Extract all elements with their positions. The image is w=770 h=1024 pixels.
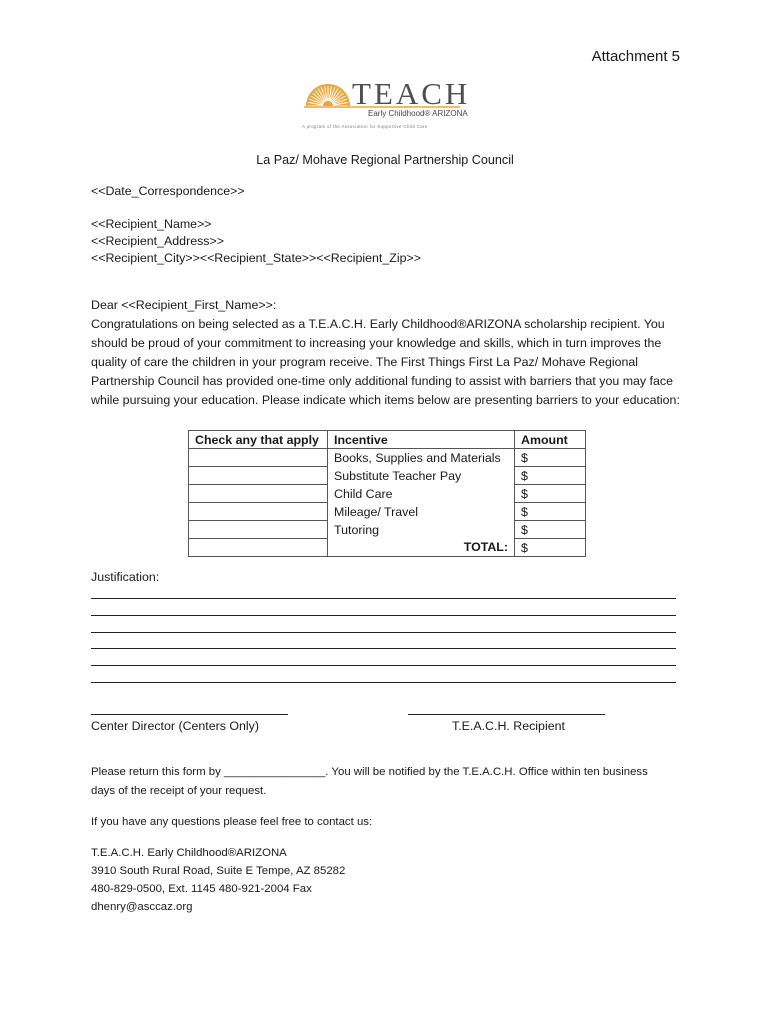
table-row	[189, 521, 586, 539]
check-cell-books[interactable]	[189, 449, 328, 467]
letter-body: Congratulations on being selected as a T.E.A.C.H. Early Childhood®ARIZONA scholarship recipient. You should be proud of your commitment to increasing your knowledge and skills, which in turn improves the quality of care the children in your program receive. The First Things First La Paz/ Mohave Regional Partnership Council has provided one-time only additional funding to assist with barriers that you may face while pursuing your education. Please indicate which items below are presenting barriers to your education:	[91, 317, 680, 407]
contact-address: 3910 South Rural Road, Suite E Tempe, AZ 85282	[91, 865, 346, 877]
table-row	[189, 503, 586, 521]
incentives-table	[188, 430, 586, 557]
table-row	[189, 449, 586, 467]
check-cell-childcare[interactable]	[189, 485, 328, 503]
council-title: La Paz/ Mohave Regional Partnership Council	[256, 153, 514, 167]
justification-label: Justification:	[91, 570, 160, 584]
incentive-cell: Child Care	[328, 485, 515, 503]
contact-org: T.E.A.C.H. Early Childhood®ARIZONA	[91, 847, 287, 859]
amount-cell[interactable]: $	[515, 485, 586, 503]
logo-subtitle: Early Childhood® ARIZONA	[368, 109, 468, 118]
contact-email[interactable]: dhenry@asccaz.org	[91, 901, 193, 913]
return-instructions-cont: days of the receipt of your request.	[91, 785, 267, 797]
table-total-row	[189, 539, 586, 557]
recipient-address: <<Recipient_Address>>	[91, 234, 224, 248]
return-instructions: Please return this form by ________________. You will be notified by the T.E.A.C.H. Office within ten business	[91, 766, 648, 778]
justification-line[interactable]	[91, 632, 676, 633]
amount-cell[interactable]: $	[515, 467, 586, 485]
justification-line[interactable]	[91, 615, 676, 616]
contact-phone: 480-829-0500, Ext. 1145 480-921-2004 Fax	[91, 883, 312, 895]
justification-line[interactable]	[91, 648, 676, 649]
header-incentive: Incentive	[328, 431, 515, 449]
incentive-cell: Tutoring	[328, 521, 515, 539]
table-row	[189, 485, 586, 503]
director-signature-line[interactable]	[91, 714, 288, 715]
recipient-signature-label: T.E.A.C.H. Recipient	[452, 719, 565, 733]
amount-cell[interactable]: $	[515, 503, 586, 521]
table-header-row	[189, 431, 586, 449]
header-check: Check any that apply	[189, 431, 328, 449]
logo-wordmark: TEACH	[352, 76, 471, 111]
total-label: TOTAL:	[328, 539, 515, 557]
amount-cell[interactable]: $	[515, 449, 586, 467]
justification-line[interactable]	[91, 682, 676, 683]
incentive-cell: Books, Supplies and Materials	[328, 449, 515, 467]
amount-cell[interactable]: $	[515, 521, 586, 539]
total-amount[interactable]: $	[515, 539, 586, 557]
logo-tagline: A program of the Association for Supportive Child Care	[302, 124, 428, 129]
incentive-cell: Substitute Teacher Pay	[328, 467, 515, 485]
justification-line[interactable]	[91, 665, 676, 666]
header-amount: Amount	[515, 431, 586, 449]
recipient-city-state-zip: <<Recipient_City>><<Recipient_State>><<Recipient_Zip>>	[91, 251, 421, 265]
director-signature-label: Center Director (Centers Only)	[91, 719, 260, 733]
salutation: Dear <<Recipient_First_Name>>:	[91, 298, 277, 312]
date-field: <<Date_Correspondence>>	[91, 184, 245, 198]
check-cell-substitute[interactable]	[189, 467, 328, 485]
table-row	[189, 467, 586, 485]
questions-line: If you have any questions please feel free to contact us:	[91, 816, 373, 828]
check-cell-total	[189, 539, 328, 557]
recipient-signature-line[interactable]	[408, 714, 605, 715]
attachment-label: Attachment 5	[591, 48, 680, 65]
justification-line[interactable]	[91, 598, 676, 599]
check-cell-mileage[interactable]	[189, 503, 328, 521]
incentive-cell: Mileage/ Travel	[328, 503, 515, 521]
recipient-name: <<Recipient_Name>>	[91, 217, 212, 231]
check-cell-tutoring[interactable]	[189, 521, 328, 539]
